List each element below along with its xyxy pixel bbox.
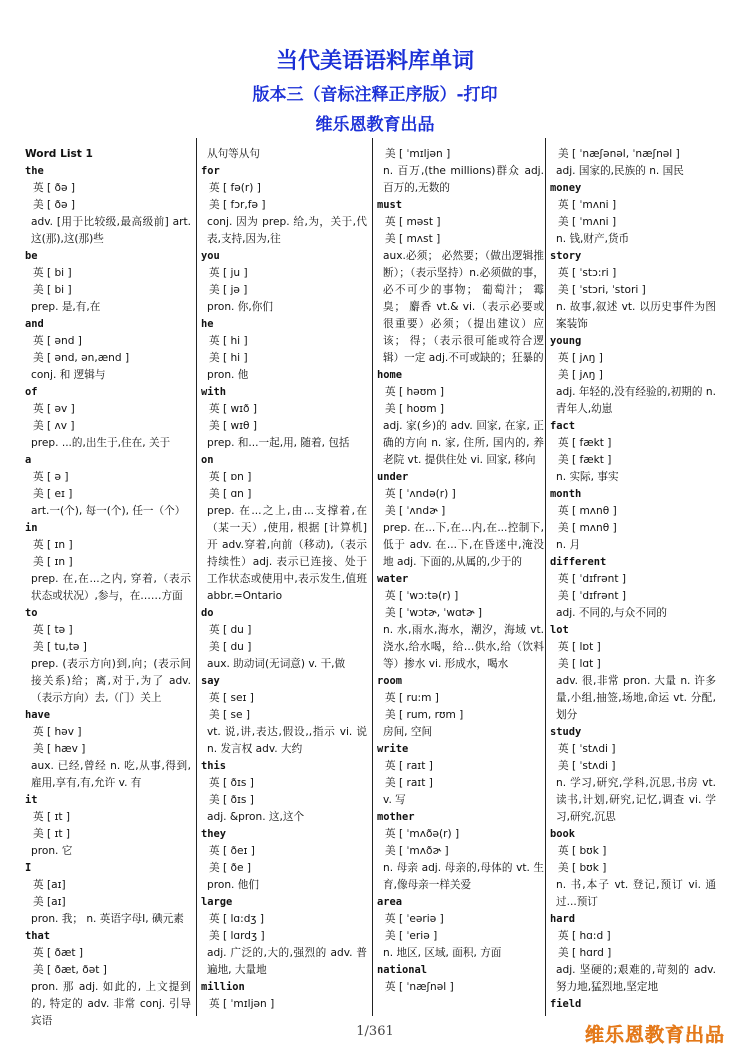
headword: under (377, 471, 409, 483)
pronunciation: 美 [ se ] (209, 709, 250, 721)
headword: they (201, 828, 227, 840)
headword: you (201, 250, 220, 262)
pronunciation: 英 [ ˈstʌdi ] (558, 743, 616, 755)
headword: it (25, 794, 38, 806)
pronunciation: 英 [ ɪn ] (33, 539, 73, 551)
pronunciation: 美 [ bʊk ] (558, 862, 607, 874)
column-divider (545, 138, 546, 1016)
definition: n. 地区, 区域, 面积, 方面 (383, 947, 502, 959)
headword: million (201, 981, 245, 993)
pronunciation: 美 [ hɑrd ] (558, 947, 612, 959)
definition: n. 书,本子 vt. 登记,预订 vi. 通过...预订 (556, 879, 716, 908)
definition: prep. 是,有,在 (31, 301, 101, 313)
definition: aux.必须； 必然要；（做出逻辑推断）；（表示坚持）n.必须做的事，必不可少的事物； 葡萄汁； 霉臭； 麝香 vt.& vi.（表示必要或很重要）必须；（提出建议）应该； 得；（表示很可能或符合逻辑）一定 adj.不可或缺的；狂暴的 (383, 250, 544, 364)
pronunciation: 美 [ ˈmʌðɚ ] (385, 845, 449, 857)
headword: for (201, 165, 220, 177)
pronunciation: 英 [ ˈstɔ:ri ] (558, 267, 617, 279)
headword: write (377, 743, 409, 755)
headword: say (201, 675, 220, 687)
pronunciation: 美 [ hi ] (209, 352, 248, 364)
pronunciation: 美 [ ˈmʌni ] (558, 216, 617, 228)
page-number: 1/361 (356, 1024, 394, 1039)
pronunciation: 美 [ ðɪs ] (209, 794, 254, 806)
definition: v. 写 (383, 794, 406, 806)
definition: adj. 坚硬的;艰难的,苛刻的 adv. 努力地,猛烈地,坚定地 (556, 964, 716, 993)
headword: field (550, 998, 582, 1010)
pronunciation: 美 [ ˈdɪfrənt ] (558, 590, 627, 602)
headword: that (25, 930, 51, 942)
definition: pron. 我； n. 英语字母I, 碘元素 (31, 913, 184, 925)
pronunciation: 英 [ ju ] (209, 267, 248, 279)
pronunciation: 美 [ ˈeriə ] (385, 930, 438, 942)
pronunciation: 英 [ ˈdɪfrənt ] (558, 573, 627, 585)
headword: on (201, 454, 214, 466)
pronunciation: 美 [ ˈwɔtɚ, ˈwɑtɚ ] (385, 607, 483, 619)
headword: different (550, 556, 607, 568)
headword: the (25, 165, 44, 177)
list-heading: Word List 1 (25, 148, 93, 160)
pronunciation: 英 [ seɪ ] (209, 692, 254, 704)
definition: n. 水,雨水,海水，潮汐，海域 vt. 浇水,给水喝，给…供水,给（饮料等）掺水 vi. 形成水，喝水 (383, 624, 544, 670)
pronunciation: 美 [ mʌst ] (385, 233, 441, 245)
headword: have (25, 709, 51, 721)
pronunciation: 英 [ ˈʌndə(r) ] (385, 488, 456, 500)
pronunciation: 英 [ ənd ] (33, 335, 82, 347)
pronunciation: 英 [ raɪt ] (385, 760, 433, 772)
pronunciation: 英 [ bi ] (33, 267, 72, 279)
pronunciation: 美 [ fɔr,fə ] (209, 199, 266, 211)
pronunciation: 英 [ ˈwɔ:tə(r) ] (385, 590, 459, 602)
pronunciation: 英 [ du ] (209, 624, 252, 636)
pronunciation: 英 [ ˈmʌni ] (558, 199, 617, 211)
headword: must (377, 199, 403, 211)
word-column-1 (25, 146, 191, 1030)
definition: 从句等从句 (207, 148, 260, 160)
pronunciation: 美 [ ɪt ] (33, 828, 71, 840)
definition: pron. 他 (207, 369, 249, 381)
pronunciation: 英 [ lɒt ] (558, 641, 601, 653)
pronunciation: 英 [ ru:m ] (385, 692, 439, 704)
word-column-4 (550, 146, 716, 1013)
definition: vt. 说,讲,表达,假设,,指示 vi. 说 n. 发言权 adv. 大约 (207, 726, 367, 755)
headword: national (377, 964, 428, 976)
headword: a (25, 454, 32, 466)
definition: n. 百万,(the millions)群众 adj. 百万的,无数的 (383, 165, 544, 194)
pronunciation: 英 [ hɑ:d ] (558, 930, 611, 942)
headword: study (550, 726, 582, 738)
definition: adj. &pron. 这,这个 (207, 811, 305, 823)
headword: lot (550, 624, 569, 636)
definition: adj. 不同的,与众不同的 (556, 607, 668, 619)
pronunciation: 英 [ ɪt ] (33, 811, 71, 823)
page-title: 当代美语语料库单词 (275, 49, 474, 74)
pronunciation: 美 [ tu,tə ] (33, 641, 87, 653)
pronunciation: 美 [ rum, rʊm ] (385, 709, 464, 721)
headword: to (25, 607, 38, 619)
word-column-2 (201, 146, 367, 1013)
pronunciation: 英 [ həv ] (33, 726, 82, 738)
pronunciation: 美 [ lɑrdʒ ] (209, 930, 265, 942)
word-column-3 (377, 146, 544, 996)
pronunciation: 英 [ ðæt ] (33, 947, 83, 959)
pronunciation: 美 [ raɪt ] (385, 777, 433, 789)
pronunciation: 美 [ ˈstɔri, ˈstori ] (558, 284, 646, 296)
headword: area (377, 896, 403, 908)
headword: do (201, 607, 214, 619)
definition: adj. 年轻的,没有经验的,初期的 n. 青年人,幼崽 (556, 386, 716, 415)
definition: pron. 你,你们 (207, 301, 273, 313)
definition: prep. ...的,出生于,住在, 关于 (31, 437, 171, 449)
definition: 房间, 空间 (383, 726, 433, 738)
publisher-line: 维乐恩教育出品 (315, 115, 435, 135)
pronunciation: 英 [ ðɪs ] (209, 777, 254, 789)
pronunciation: 英 [ ðə ] (33, 182, 75, 194)
definition: conj. 因为 prep. 给,为，关于,代表,支持,因为,往 (207, 216, 367, 245)
pronunciation: 英 [ tə ] (33, 624, 73, 636)
definition: n. 学习,研究,学科,沉思,书房 vt. 读书,计划,研究,记忆,调查 vi. 学习,研究,沉思 (556, 777, 716, 823)
headword: hard (550, 913, 576, 925)
pronunciation: 英 [ bʊk ] (558, 845, 607, 857)
pronunciation: 美 [ ðæt, ðət ] (33, 964, 107, 976)
pronunciation: 美 [ ɑn ] (209, 488, 252, 500)
pronunciation: 美 [ ɪn ] (33, 556, 73, 568)
pronunciation: 美 [ fækt ] (558, 454, 612, 466)
pronunciation: 英 [ ˈmɪljən ] (209, 998, 275, 1010)
pronunciation: 英 [ əv ] (33, 403, 75, 415)
pronunciation: 美 [ ˈmɪljən ] (385, 148, 451, 160)
pronunciation: 美 [ ˈʌndɚ ] (385, 505, 446, 517)
headword: home (377, 369, 403, 381)
headword: money (550, 182, 582, 194)
pronunciation: 美 [ lɑt ] (558, 658, 601, 670)
definition: n. 故事,叙述 vt. 以历史事件为图案装饰 (556, 301, 716, 330)
headword: story (550, 250, 582, 262)
pronunciation: 美 [ hæv ] (33, 743, 86, 755)
pronunciation: 英 [ ˈmʌðə(r) ] (385, 828, 460, 840)
pronunciation: 英 [ wɪð ] (209, 403, 258, 415)
headword: in (25, 522, 38, 534)
headword: this (201, 760, 227, 772)
definition: adj. 国家的,民族的 n. 国民 (556, 165, 684, 177)
pronunciation: 英 [ lɑ:dʒ ] (209, 913, 265, 925)
definition: pron. 它 (31, 845, 73, 857)
definition: adv. [用于比较级,最高级前] art. 这(那),这(那)些 (31, 216, 191, 245)
definition: adj. 家(乡)的 adv. 回家, 在家, 正确的方向 n. 家, 住所, 国内的, 养老院 vt. 提供住处 vi. 回家, 移向 (383, 420, 544, 466)
definition: adv. 很,非常 pron. 大量 n. 许多量,小组,抽签,场地,命运 vt. 分配,划分 (556, 675, 716, 721)
definition: n. 实际, 事实 (556, 471, 619, 483)
pronunciation: 美 [aɪ] (33, 896, 66, 908)
pronunciation: 英 [ jʌŋ ] (558, 352, 603, 364)
pronunciation: 美 [ bi ] (33, 284, 72, 296)
definition: adj. 广泛的,大的,强烈的 adv. 普遍地, 大量地 (207, 947, 367, 976)
definition: n. 母亲 adj. 母亲的,母体的 vt. 生育,像母亲一样关爱 (383, 862, 544, 891)
column-divider (196, 138, 197, 1016)
pronunciation: 美 [ jʌŋ ] (558, 369, 603, 381)
definition: aux. 已经,曾经 n. 吃,从事,得到,雇用,享有,有,允许 v. 有 (31, 760, 191, 789)
headword: with (201, 386, 227, 398)
definition: aux. 助动词(无词意) v. 干,做 (207, 658, 346, 670)
pronunciation: 美 [ du ] (209, 641, 252, 653)
pronunciation: 英 [aɪ] (33, 879, 66, 891)
definition: pron. 那 adj. 如此的, 上文提到的, 特定的 adv. 非常 conj. 引导宾语 (31, 981, 191, 1027)
definition: prep. 在...之上,由...支撑着,在（某一天）,使用, 根据 [计算机] 开 adv.穿着,向前（移动),（表示持续性）adj. 表示已连接、处于工作状态或使用中,表示发生,值班 abbr.=Ontario (207, 505, 367, 602)
pronunciation: 美 [ ənd, ən,ænd ] (33, 352, 130, 364)
pronunciation: 美 [ ðe ] (209, 862, 251, 874)
pronunciation: 英 [ məst ] (385, 216, 441, 228)
pronunciation: 英 [ ˈnæʃnəl ] (385, 981, 454, 993)
watermark-logo: 维乐恩教育出品 (585, 1024, 726, 1046)
pronunciation: 英 [ ɒn ] (209, 471, 252, 483)
pronunciation: 美 [ eɪ ] (33, 488, 73, 500)
definition: art.一(个), 每一(个), 任一（个） (31, 505, 186, 517)
headword: large (201, 896, 233, 908)
pronunciation: 英 [ mʌnθ ] (558, 505, 617, 517)
pronunciation: 英 [ ə ] (33, 471, 69, 483)
headword: I (25, 862, 32, 874)
definition: n. 钱,财产,货币 (556, 233, 630, 245)
pronunciation: 美 [ hoʊm ] (385, 403, 445, 415)
headword: fact (550, 420, 576, 432)
headword: book (550, 828, 576, 840)
definition: prep. (表示方向)到,向；(表示间接关系)给；离,对于,为了 adv.（表示方向）去,（门）关上 (31, 658, 191, 704)
pronunciation: 美 [ wɪθ ] (209, 420, 258, 432)
pronunciation: 美 [ jə ] (209, 284, 248, 296)
headword: and (25, 318, 44, 330)
pronunciation: 英 [ ˈeəriə ] (385, 913, 444, 925)
definition: prep. 在...下,在...内,在...控制下,低于 adv. 在...下,在昏迷中,淹没地 adj. 下面的,从属的,少于的 (383, 522, 544, 568)
pronunciation: 英 [ fə(r) ] (209, 182, 261, 194)
pronunciation: 英 [ ðeɪ ] (209, 845, 255, 857)
pronunciation: 英 [ həʊm ] (385, 386, 445, 398)
pronunciation: 美 [ ʌv ] (33, 420, 75, 432)
headword: room (377, 675, 403, 687)
headword: water (377, 573, 409, 585)
pronunciation: 英 [ fækt ] (558, 437, 612, 449)
definition: prep. 和...一起,用, 随着, 包括 (207, 437, 350, 449)
pronunciation: 美 [ ðə ] (33, 199, 75, 211)
definition: n. 月 (556, 539, 581, 551)
pronunciation: 美 [ mʌnθ ] (558, 522, 617, 534)
definition: pron. 他们 (207, 879, 259, 891)
page-subtitle: 版本三（音标注释正序版）-打印 (252, 85, 498, 105)
headword: he (201, 318, 214, 330)
pronunciation: 美 [ ˈstʌdi ] (558, 760, 616, 772)
definition: conj. 和 逻辑与 (31, 369, 106, 381)
headword: of (25, 386, 38, 398)
headword: month (550, 488, 582, 500)
pronunciation: 英 [ hi ] (209, 335, 248, 347)
headword: be (25, 250, 38, 262)
column-divider (372, 138, 373, 1016)
headword: mother (377, 811, 415, 823)
definition: prep. 在,在...之内, 穿着,（表示状态或状况）,参与，在……方面 (31, 573, 191, 602)
pronunciation: 美 [ ˈnæʃənəl, ˈnæʃnəl ] (558, 148, 680, 160)
headword: young (550, 335, 582, 347)
